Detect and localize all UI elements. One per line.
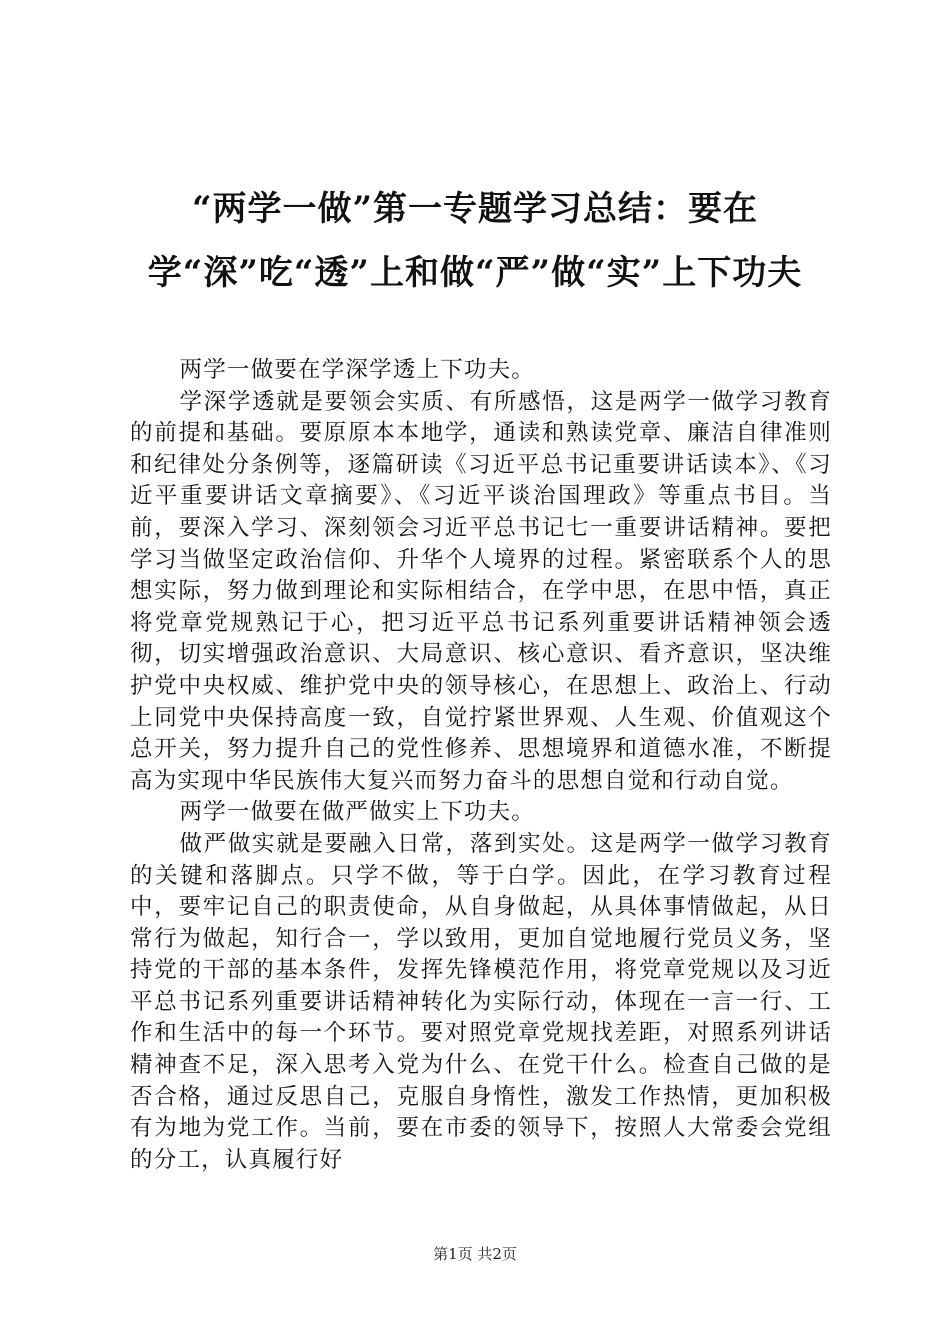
body-paragraph: 两学一做要在做严做实上下功夫。 <box>179 799 536 826</box>
body-paragraph: 做严做实就是要融入日常，落到实处。这是两学一做学习教育的关键和落脚点。只学不做，等于白学。因此，在学习教育过程中，要牢记自己的职责使命，从自身做起，从具体事情做起，从日常行为做起，知行合一，学以致用，更加自觉地履行党员义务，坚持党的干部的基本条件，发挥先锋模范作用，将党章党规以及习近平总书记系列重要讲话精神转化为实际行动，体现在一言一行、工作和生活中的每一个环节。要对照党章党规找差距，对照系列讲话精神查不足，深入思考入党为什么、在党干什么。检查自己做的是否合格，通过反思自己，克服自身惰性，激发工作热情，更加积极有为地为党工作。当前，要在市委的领导下，按照人大常委会党组的分工，认真履行好 <box>130 830 832 1173</box>
body-paragraph: 学深学透就是要领会实质、有所感悟，这是两学一做学习教育的前提和基础。要原原本本地学，通读和熟读党章、廉洁自律准则和纪律处分条例等，逐篇研读《习近平总书记重要讲话读本》、《习近平重要讲话文章摘要》、《习近平谈治国理政》等重点书目。当前，要深入学习、深刻领会习近平总书记七一重要讲话精神。要把学习当做坚定政治信仰、升华个人境界的过程。紧密联系个人的思想实际，努力做到理论和实际相结合，在学中思，在思中悟，真正将党章党规熟记于心，把习近平总书记系列重要讲话精神领会透彻，切实增强政治意识、大局意识、核心意识、看齐意识，坚决维护党中央权威、维护党中央的领导核心，在思想上、政治上、行动上同党中央保持高度一致，自觉拧紧世界观、人生观、价值观这个总开关，努力提升自己的党性修养、思想境界和道德水准，不断提高为实现中华民族伟大复兴而努力奋斗的思想自觉和行动自觉。 <box>130 388 832 794</box>
body-paragraph: 两学一做要在学深学透上下功夫。 <box>179 357 536 383</box>
document-body <box>130 355 832 1176</box>
page-number-footer: 第1页 共2页 <box>433 1245 517 1263</box>
document-title: “两学一做”第一专题学习总结：要在学“深”吃“透”上和做“严”做“实”上下功夫 <box>147 189 803 293</box>
